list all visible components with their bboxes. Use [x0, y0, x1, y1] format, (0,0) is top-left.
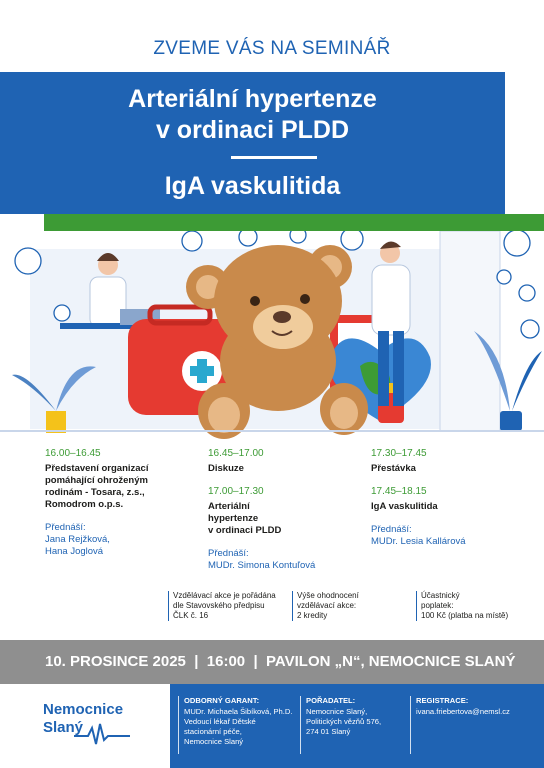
organizer-line: 274 01 Slaný: [306, 727, 351, 736]
seminar-title-1: [0, 84, 505, 146]
info-line: Účastnický: [421, 591, 460, 600]
credits-info: [292, 591, 392, 621]
info-line: ČLK č. 16: [173, 611, 209, 620]
info-line: 2 kredity: [297, 611, 328, 620]
organizer-line: Politických vězňů 576,: [306, 717, 382, 726]
title-box: [0, 72, 505, 214]
schedule-block-2: [208, 448, 348, 572]
invite-heading: ZVEME VÁS NA SEMINÁŘ: [153, 38, 391, 59]
clipboard-icon: [521, 320, 539, 338]
registration-label: REGISTRACE:: [416, 696, 469, 705]
speaker-name: Hana Joglová: [45, 546, 104, 557]
topic-line: IgA vaskulitida: [371, 501, 438, 512]
accreditation-info: [168, 591, 283, 621]
heartbeat-icon: [72, 722, 132, 746]
topic-line: pomáhající ohroženým: [45, 475, 148, 486]
garant-line: Vedoucí lékař Dětské: [184, 717, 256, 726]
topic-line: v ordinaci PLDD: [208, 525, 282, 536]
door: [440, 231, 500, 431]
info-line: vzdělávací akce:: [297, 601, 357, 610]
topic-line: Arteriální: [208, 501, 250, 512]
organizer-line: Nemocnice Slaný,: [306, 707, 368, 716]
syringe-icon: [15, 248, 41, 274]
organizer-column: [300, 696, 406, 754]
garant-line: MUDr. Michaela Šibíková, Ph.D.: [184, 707, 293, 716]
time-slot: 16.45–17.00: [208, 448, 264, 459]
cross-icon: [54, 305, 70, 321]
info-line: 100 Kč (platba na místě): [421, 611, 509, 620]
registration-email[interactable]: ivana.friebertova@nemsl.cz: [416, 707, 510, 716]
registration-column: [410, 696, 540, 754]
info-line: Vzdělávací akce je pořádána: [173, 591, 276, 600]
speaker-label: Přednáší:: [371, 524, 412, 535]
topic-line: Diskuze: [208, 463, 244, 474]
thermometer-icon: [519, 285, 535, 301]
cardio-icon: [504, 231, 530, 256]
teddy-bear-illustration: [0, 231, 544, 446]
garant-line: Nemocnice Slaný: [184, 737, 244, 746]
topic-line: hypertenze: [208, 513, 259, 524]
topic-line: rodinám - Tosara, z.s.,: [45, 487, 145, 498]
bandage-icon: [341, 231, 363, 250]
heart-monitor-icon: [239, 231, 257, 246]
schedule-block-1: [45, 448, 180, 558]
info-line: dle Stavovského předpisu: [173, 601, 265, 610]
time-slot: 16.00–16.45: [45, 448, 101, 459]
fee-info: [416, 591, 534, 621]
organizer-label: POŘADATEL:: [306, 696, 356, 705]
info-line: Výše ohodnocení: [297, 591, 359, 600]
topic-line: Představení organizací: [45, 463, 149, 474]
speaker-label: Přednáší:: [208, 548, 249, 559]
title-divider: [231, 156, 317, 159]
seminar-title-2: IgA vaskulitida: [164, 172, 341, 200]
pill-icon: [497, 270, 511, 284]
info-line: poplatek:: [421, 601, 454, 610]
flask-icon: [182, 231, 202, 251]
topic-line: Přestávka: [371, 463, 416, 474]
title-line-1: Arteriální hypertenze: [128, 85, 377, 113]
speaker-name: Jana Rejžková,: [45, 534, 110, 545]
garant-line: stacionární péče,: [184, 727, 242, 736]
green-accent-bar: [44, 214, 544, 231]
title-line-2: v ordinaci PLDD: [155, 116, 350, 144]
logo-text-2: Slaný: [43, 719, 84, 736]
capsule-icon: [290, 231, 306, 243]
speaker-name: MUDr. Lesia Kallárová: [371, 536, 466, 547]
footer: [0, 684, 544, 768]
event-date-bar: [0, 640, 544, 684]
time-slot: 17.00–17.30: [208, 486, 264, 497]
time-slot: 17.30–17.45: [371, 448, 427, 459]
logo-text-1: Nemocnice: [43, 701, 124, 718]
garant-label: ODBORNÝ GARANT:: [184, 696, 260, 705]
hospital-logo: [0, 684, 170, 768]
speaker-label: Přednáší:: [45, 522, 86, 533]
topic-line: Romodrom o.p.s.: [45, 499, 124, 510]
garant-column: [178, 696, 302, 754]
time-slot: 17.45–18.15: [371, 486, 427, 497]
footer-info-panel: [170, 684, 544, 768]
schedule-block-3: [371, 448, 511, 548]
speaker-name: MUDr. Simona Kontuľová: [208, 560, 316, 571]
event-date-text: 10. PROSINCE 2025 | 16:00 | PAVILON „N“, NEMOCNICE SLANÝ: [45, 653, 516, 670]
